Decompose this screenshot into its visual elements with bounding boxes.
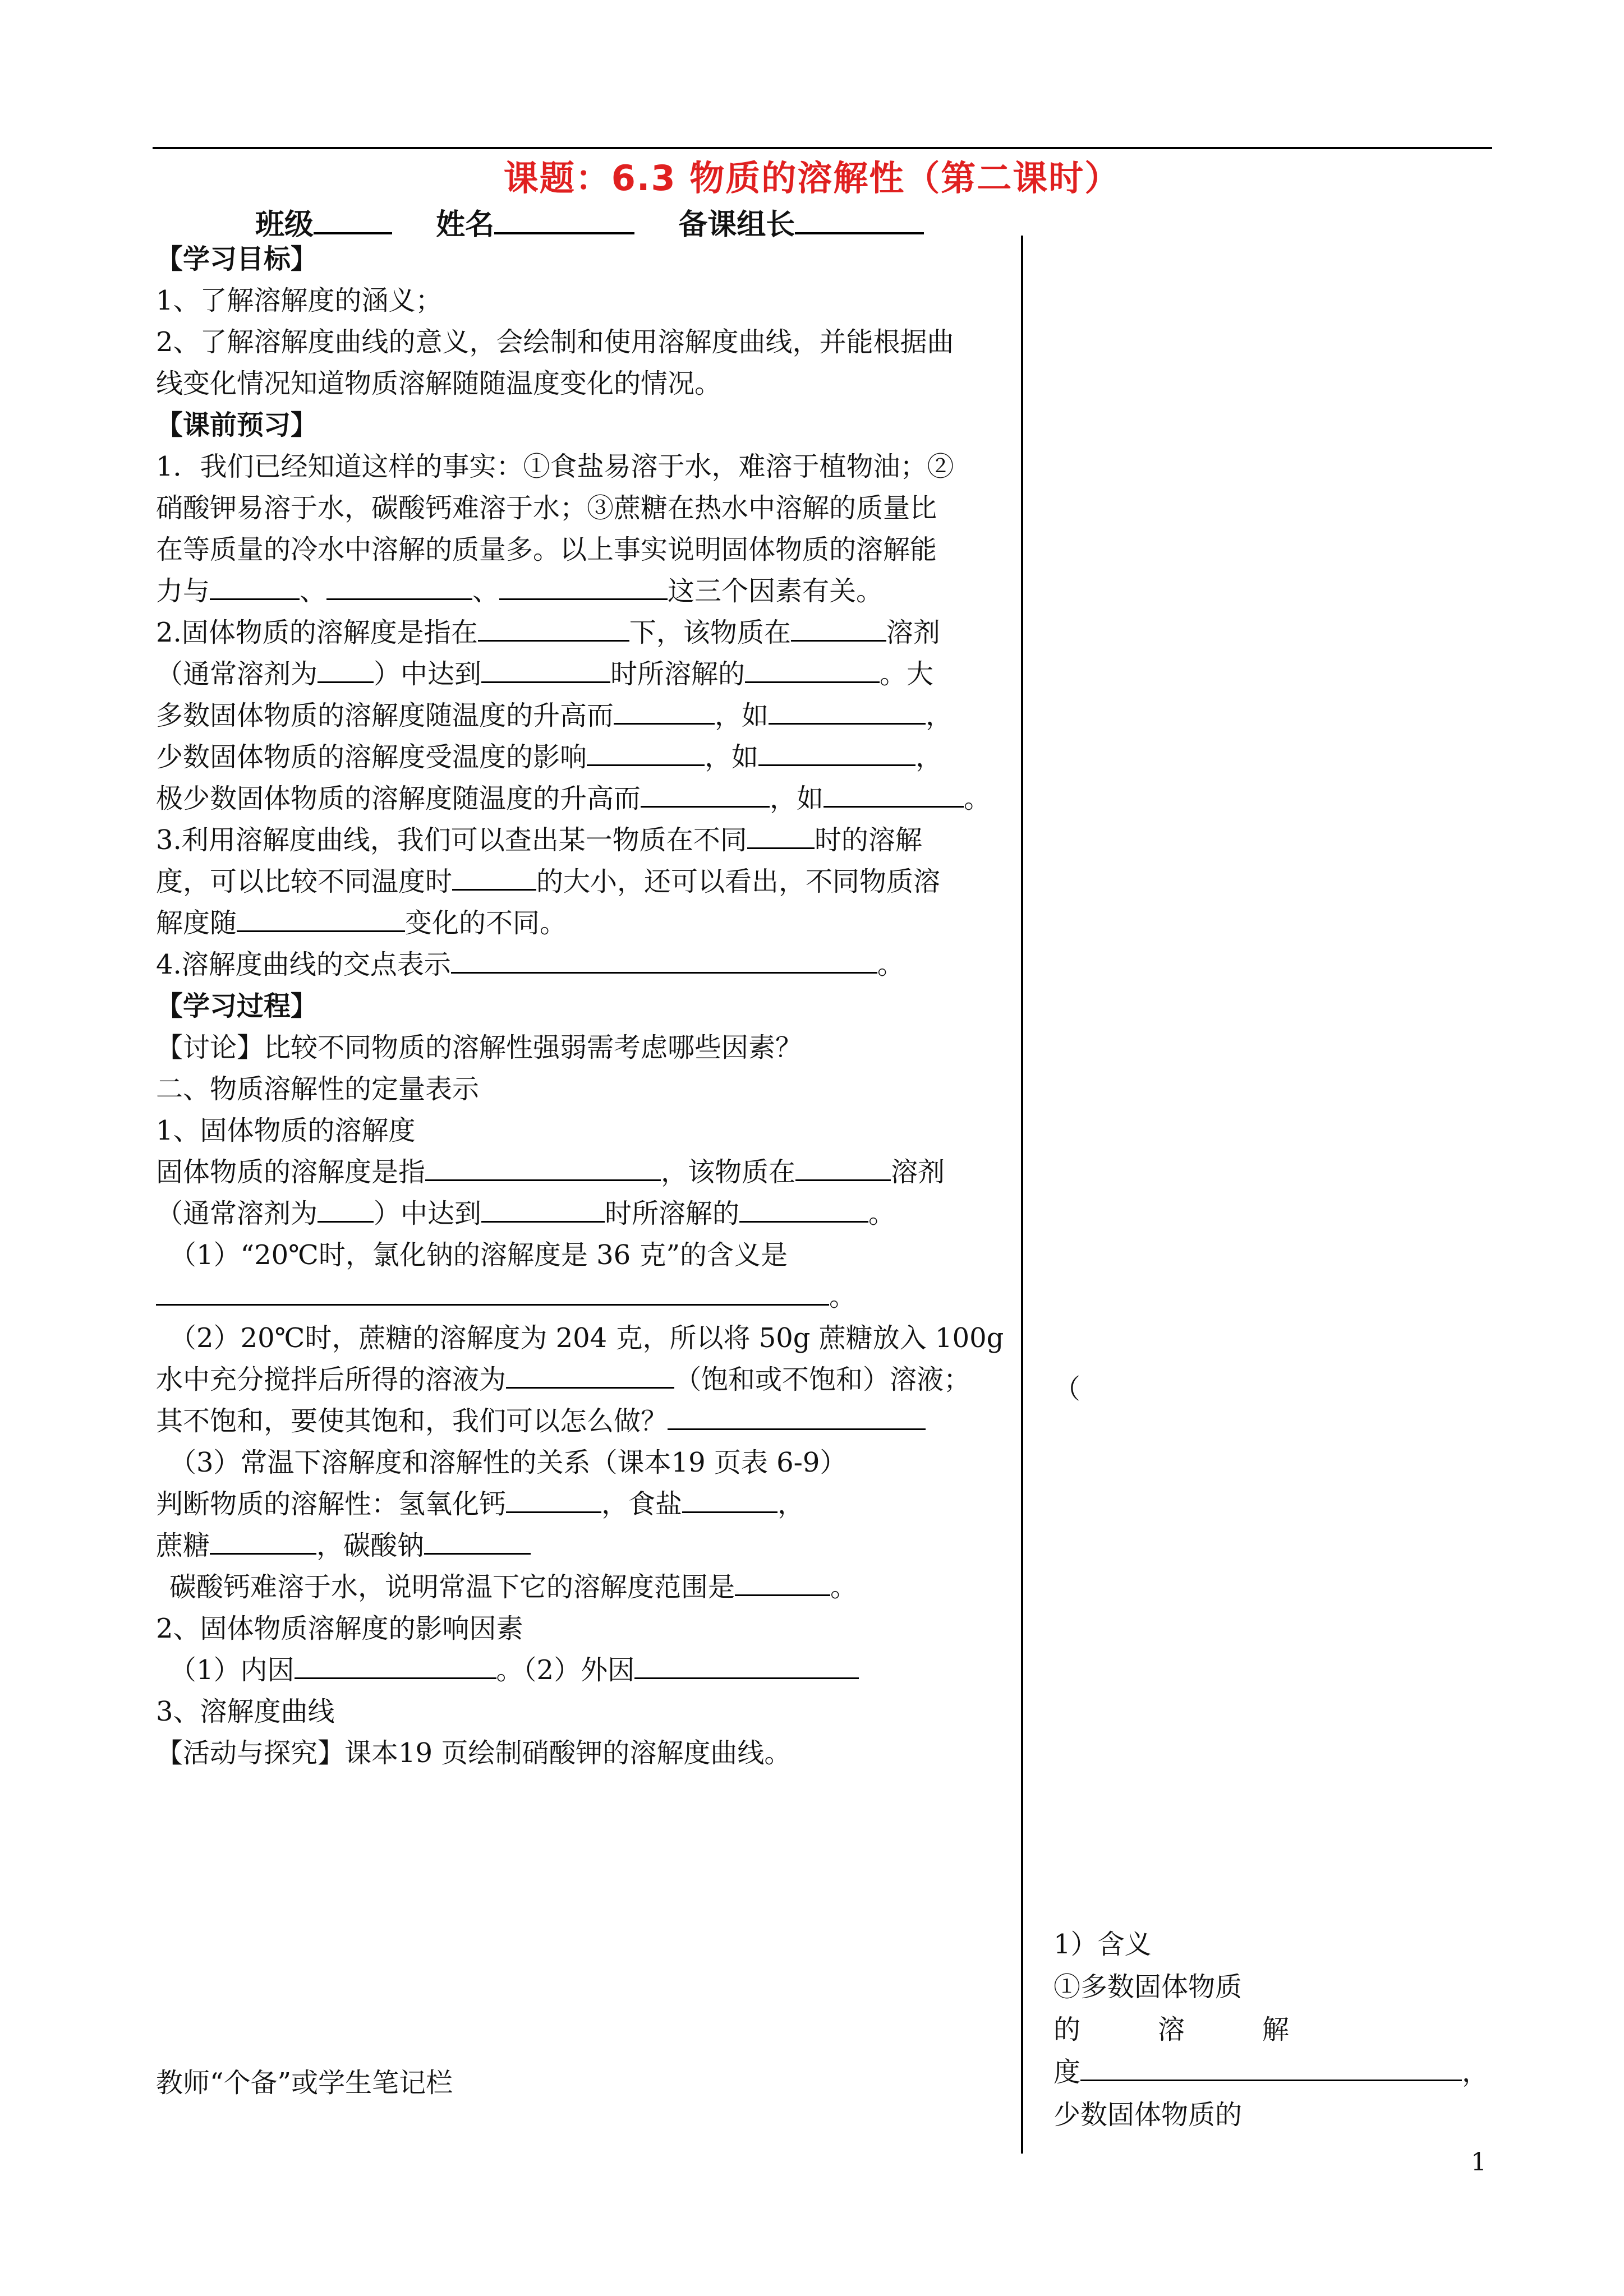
text: 水中充分搅拌后所得的溶液为 [156, 1364, 507, 1395]
blank[interactable] [210, 574, 300, 600]
name-label: 姓名 [436, 208, 495, 242]
p2-line-b [156, 1359, 1020, 1400]
blank[interactable] [682, 1487, 778, 1513]
text: 少数固体物质的溶解度受温度的影响 [156, 741, 587, 773]
text: 4.溶解度曲线的交点表示 [156, 949, 451, 980]
blank[interactable] [795, 1155, 891, 1181]
text: 时所溶解的 [605, 1198, 740, 1229]
text: （通常溶剂为 [156, 1198, 318, 1229]
class-label: 班级 [255, 208, 314, 242]
blank[interactable] [318, 657, 374, 683]
p1-answer [156, 1276, 1020, 1317]
blank[interactable] [641, 781, 770, 808]
leader-label: 备课组长 [678, 208, 795, 242]
text: ， [926, 700, 953, 731]
text: ，如 [715, 700, 769, 731]
header-fields [255, 201, 924, 243]
text: 2.固体物质的溶解度是指在 [156, 617, 478, 648]
blank[interactable] [424, 1528, 531, 1555]
text: ，该物质在 [661, 1156, 796, 1188]
q2-line-d [156, 736, 1020, 778]
text: 的大小，还可以看出，不同物质溶 [536, 866, 941, 897]
p2-line-a: （2）20℃时，蔗糖的溶解度为 204 克，所以将 50g 蔗糖放入 100g [169, 1322, 1004, 1354]
text: 。（2）外因 [496, 1654, 635, 1686]
q1-line-d [156, 570, 1020, 612]
q4-line [156, 944, 1020, 985]
goal-1: 1、了解溶解度的涵义； [156, 285, 443, 316]
class-blank[interactable] [314, 206, 392, 234]
blank[interactable] [237, 906, 405, 932]
blank[interactable] [295, 1653, 496, 1679]
blank[interactable] [478, 615, 629, 642]
text: 固体物质的溶解度是指 [156, 1156, 426, 1188]
blank[interactable] [634, 1653, 859, 1679]
name-blank[interactable] [494, 206, 634, 234]
p3-line-d [156, 1566, 1020, 1608]
blank[interactable] [425, 1155, 661, 1181]
discuss-line: 【讨论】比较不同物质的溶解性强弱需考虑哪些因素？ [156, 1032, 803, 1063]
blank[interactable] [506, 1362, 674, 1389]
text: 碳酸钙难溶于水，说明常温下它的溶解度范围是 [169, 1571, 735, 1603]
factors-line [156, 1649, 1020, 1691]
text: 多数固体物质的溶解度随温度的升高而 [156, 700, 614, 731]
blank[interactable] [745, 657, 880, 683]
text: ）中达到 [374, 658, 482, 690]
page-number: 1 [1471, 2148, 1487, 2177]
process-heading: 【学习过程】 [156, 990, 318, 1022]
activity-line: 【活动与探究】课本19 页绘制硝酸钾的溶解度曲线。 [156, 1737, 792, 1769]
text: 溶剂 [886, 617, 940, 648]
side-line-2: ①多数固体物质 [1053, 1971, 1243, 2003]
text: 判断物质的溶解性：氢氧化钙 [156, 1488, 507, 1520]
text: 、 [472, 575, 500, 607]
text: 度，可以比较不同温度时 [156, 866, 453, 897]
p2-line-c [156, 1400, 1020, 1442]
text: 变化的不同。 [405, 907, 567, 939]
notes-column-label: 教师“个备”或学生笔记栏 [156, 2067, 453, 2099]
text: （通常溶剂为 [156, 658, 318, 690]
q2-line-e [156, 778, 1020, 819]
subsection-2: 2、固体物质溶解度的影响因素 [156, 1613, 523, 1644]
column-divider [1021, 236, 1023, 2154]
blank[interactable] [769, 698, 926, 725]
blank[interactable] [481, 657, 610, 683]
text: ， [915, 741, 943, 773]
definition-line-b [156, 1193, 1020, 1234]
blank[interactable] [452, 864, 536, 891]
text: 解度随 [156, 907, 237, 939]
blank[interactable] [668, 1404, 926, 1430]
blank[interactable] [156, 1279, 829, 1306]
main-column [156, 238, 1020, 1774]
page-title: 课题：6.3 物质的溶解性（第二课时） [503, 158, 1121, 199]
q2-line-b [156, 653, 1020, 695]
text: 时的溶解 [814, 824, 922, 856]
text: 力与 [156, 575, 210, 607]
text: 这三个因素有关。 [668, 575, 884, 607]
text: 。 [964, 783, 991, 814]
text: ， [778, 1488, 805, 1520]
leader-blank[interactable] [795, 206, 924, 234]
blank[interactable] [614, 698, 715, 725]
preview-heading: 【课前预习】 [156, 409, 318, 441]
text: 溶剂 [891, 1156, 945, 1188]
top-rule [153, 147, 1492, 149]
subsection-1: 1、固体物质的溶解度 [156, 1115, 416, 1146]
text: 溶 [1157, 2014, 1185, 2045]
text: 其不饱和，要使其饱和，我们可以怎么做？ [156, 1405, 668, 1437]
blank[interactable] [481, 1196, 605, 1223]
text: （饱和或不饱和）溶液； [674, 1364, 971, 1395]
q3-line-a [156, 819, 1020, 861]
goal-2a: 2、了解溶解度曲线的意义，会绘制和使用溶解度曲线，并能根据曲 [156, 326, 954, 358]
text: ，食盐 [601, 1488, 683, 1520]
blank[interactable] [1080, 2055, 1462, 2081]
side-paren: （ [1053, 1373, 1081, 1405]
p3-line: （3）常温下溶解度和溶解性的关系（课本19 页表 6-9） [169, 1447, 847, 1478]
section-2-title: 二、物质溶解性的定量表示 [156, 1073, 480, 1105]
blank[interactable] [735, 1570, 830, 1596]
text: ，如 [705, 741, 759, 773]
text: 、 [300, 575, 327, 607]
text: ，如 [770, 783, 824, 814]
text: ，碳酸钠 [316, 1530, 425, 1561]
side-line-5: 少数固体物质的 [1053, 2099, 1243, 2131]
blank[interactable] [587, 740, 705, 766]
blank[interactable] [758, 740, 915, 766]
text: 的 [1053, 2014, 1081, 2045]
p3-line-b [156, 1483, 1020, 1525]
goal-2b: 线变化情况知道物质溶解随随温度变化的情况。 [156, 368, 722, 399]
blank[interactable] [318, 1196, 374, 1223]
text: 。 [830, 1571, 858, 1603]
text: （1）内因 [169, 1654, 295, 1686]
text: 时所溶解的 [610, 658, 746, 690]
text: ， [1462, 2057, 1489, 2088]
blank[interactable] [823, 781, 964, 808]
definition-line-a [156, 1151, 1020, 1193]
blank[interactable] [210, 1528, 316, 1555]
p3-line-c [156, 1525, 1020, 1566]
subsection-3: 3、溶解度曲线 [156, 1696, 335, 1727]
q1-line-a: 1．我们已经知道这样的事实：①食盐易溶于水，难溶于植物油；② [156, 451, 954, 482]
blank[interactable] [506, 1487, 601, 1513]
q3-line-b [156, 861, 1020, 902]
blank[interactable] [791, 615, 886, 642]
blank[interactable] [499, 574, 668, 600]
text: 。 [868, 1198, 896, 1229]
blank[interactable] [451, 947, 877, 974]
text: 解 [1262, 2014, 1289, 2045]
text: 极少数固体物质的溶解度随温度的升高而 [156, 783, 641, 814]
blank[interactable] [747, 823, 815, 849]
blank[interactable] [739, 1196, 868, 1223]
text: 3.利用溶解度曲线，我们可以查出某一物质在不同 [156, 824, 747, 856]
blank[interactable] [326, 574, 472, 600]
text: 。 [829, 1281, 857, 1312]
q2-line-c [156, 695, 1020, 736]
text: 下，该物质在 [629, 617, 791, 648]
side-line-4 [1053, 2051, 1489, 2093]
text: 度 [1053, 2057, 1081, 2088]
side-line-3 [1053, 2009, 1289, 2050]
side-meaning: 1）含义 [1053, 1929, 1152, 1960]
text: 蔗糖 [156, 1530, 210, 1561]
q1-line-b: 硝酸钾易溶于水，碳酸钙难溶于水；③蔗糖在热水中溶解的质量比 [156, 492, 937, 524]
goals-heading: 【学习目标】 [156, 243, 318, 275]
q2-line-a [156, 612, 1020, 653]
text: 。 [877, 949, 904, 980]
q3-line-c [156, 902, 1020, 944]
text: ）中达到 [374, 1198, 482, 1229]
text: 。大 [880, 658, 934, 690]
q1-line-c: 在等质量的冷水中溶解的质量多。以上事实说明固体物质的溶解能 [156, 534, 937, 565]
p1-line: （1）“20℃时，氯化钠的溶解度是 36 克”的含义是 [169, 1239, 788, 1271]
